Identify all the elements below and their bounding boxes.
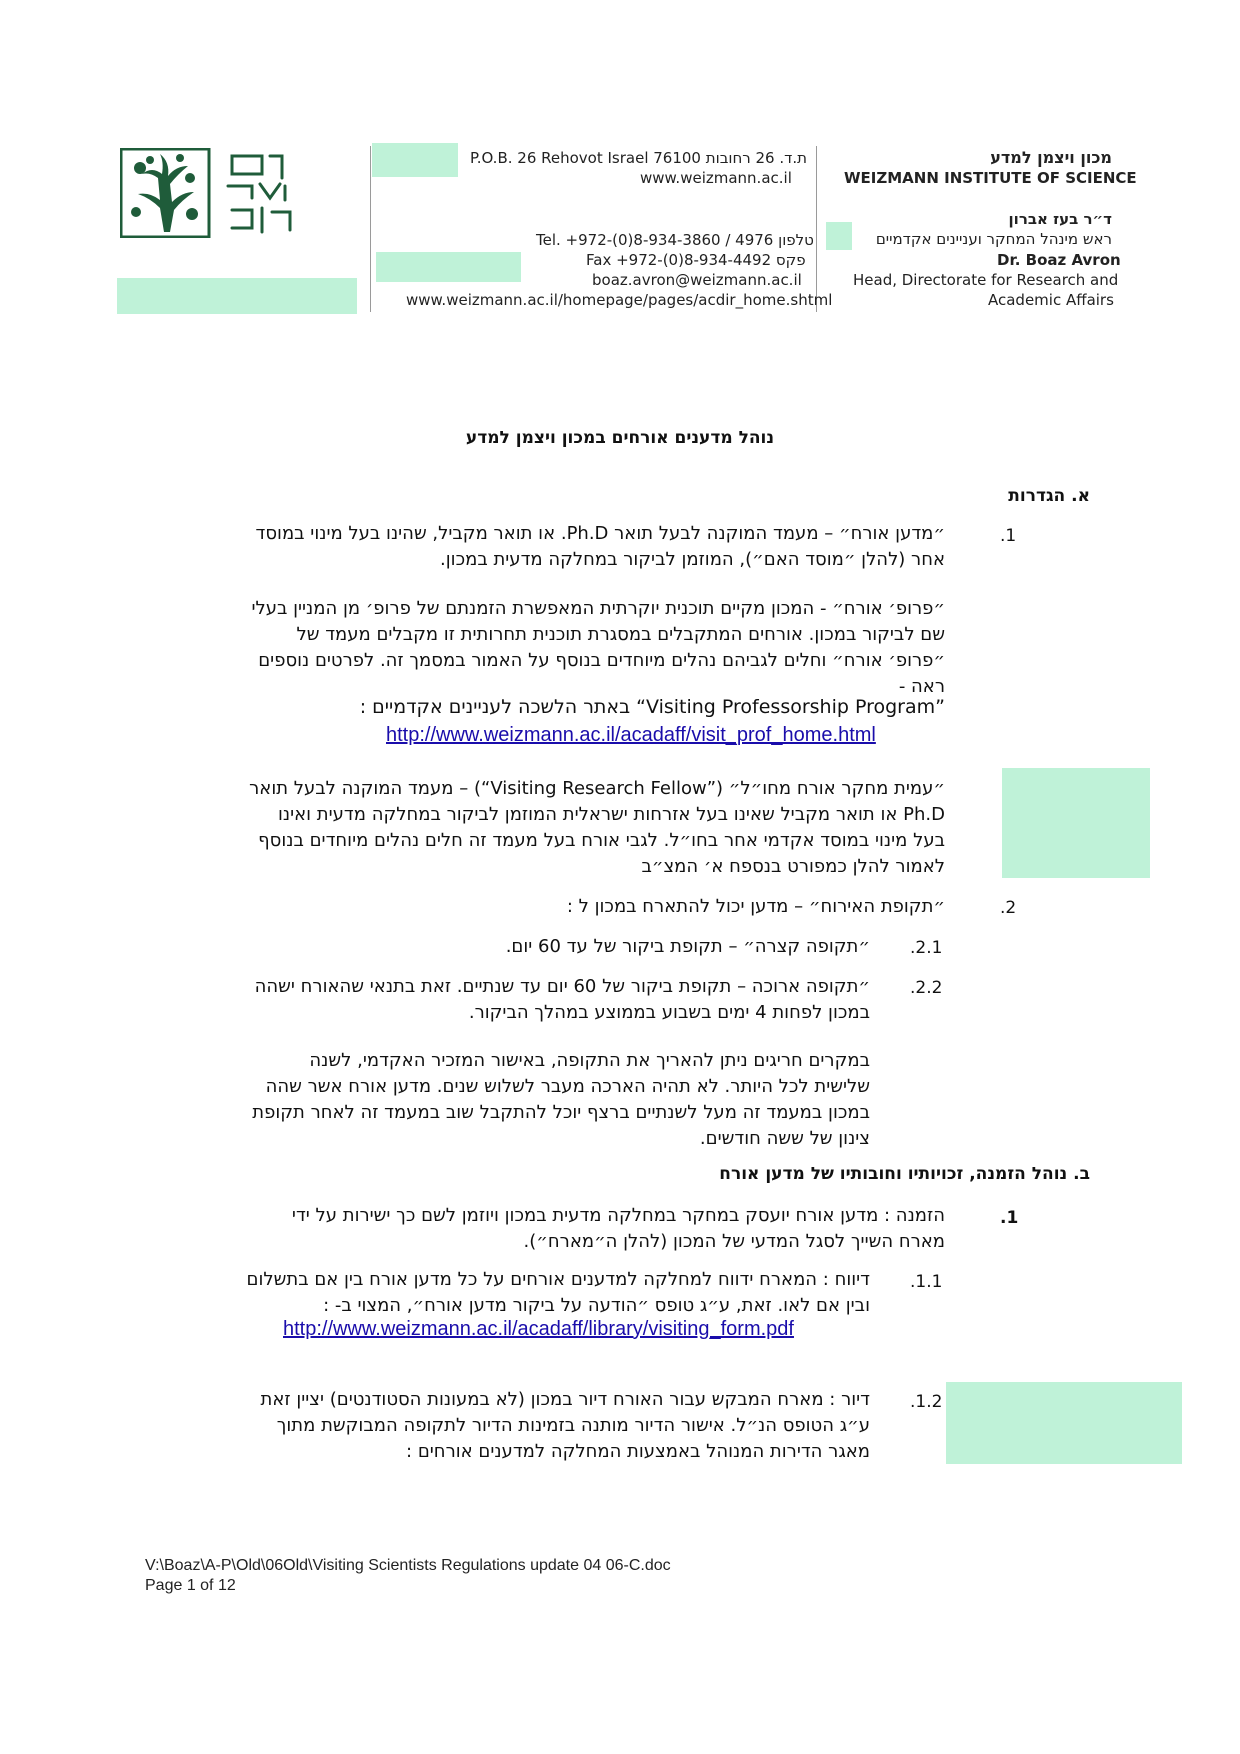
institute-name-hebrew: מכון ויצמן למדע	[990, 148, 1112, 167]
item-number: .2.2	[910, 978, 943, 998]
homepage-url: www.weizmann.ac.il/homepage/pages/acdir_home.shtml	[406, 291, 833, 309]
reporting-clause: דיווח : המארח ידווח למחלקה למדענים אורחים על כל מדען אורח בין אם בתשלום ובין אם לאו. זאת, ע״ג טופס ״הודעה על ביקור מדען אורח״, המצוי ב- :	[246, 1269, 870, 1316]
telephone: Tel. +972-(0)8-934-3860 / 4976 טלפון	[536, 231, 814, 249]
director-name-english: Dr. Boaz Avron	[997, 251, 1121, 269]
letterhead-divider	[816, 146, 817, 312]
director-role-hebrew: ראש מינהל המחקר ועניינים אקדמיים	[875, 230, 1112, 248]
director-role-english: Head, Directorate for Research and	[853, 271, 1119, 289]
director-name-hebrew: ד״ר בעז אברון	[1008, 210, 1112, 228]
short-period-definition: ״תקופה קצרה״ – תקופת ביקור של עד 60 יום.	[505, 936, 870, 957]
visiting-form-link[interactable]: http://www.weizmann.ac.il/acadaff/library/visiting_form.pdf	[283, 1318, 794, 1340]
visiting-professor-definition: ״פרופ׳ אורח״ - המכון מקיים תוכנית יוקרתית המאפשרת הזמנתם של פרופ׳ מן המניין בעלי שם לביקור במכון. אורחים המתקבלים במסגרת תוכנית תחרותית זו מקבלים מעמד של ״פרופ׳ אורח״ וחלים לגביהם נהלים מיוחדים בנוסף על האמור במסמך זה. לפרטים נוספים ראה -	[251, 598, 945, 697]
highlight-box	[376, 252, 521, 282]
section-b-heading: ב. נוהל הזמנה, זכויותיו וחובותיו של מדען אורח	[719, 1164, 1090, 1184]
stay-period-definition: ״תקופת האירוח״ – מדען יכול להתארח במכון ל :	[566, 896, 945, 917]
long-period-definition: ״תקופה ארוכה – תקופת ביקור של 60 יום עד שנתיים. זאת בתנאי שהאורח ישהה במכון לפחות 4 ימים בשבוע בממוצע במהלך הביקור.	[254, 976, 870, 1023]
visiting-professorship-program: ”Visiting Professorship Program“ באתר הלשכה לעניינים אקדמיים :	[359, 696, 945, 718]
extension-clause: במקרים חריגים ניתן להאריך את התקופה, באישור המזכיר האקדמי, לשנה שלישית לכל היותר. לא תהיה הארכה מעבר לשלוש שנים. מדען אורח אשר שהה במכון במעמד זה מעל לשנתיים ברצף יוכל להתקבל שוב במעמד זה לאחר תקופת צינון של ששה חודשים.	[252, 1050, 870, 1149]
highlight-box	[1002, 768, 1150, 878]
housing-clause: דיור : מארח המבקש עבור האורח דיור במכון (לא במעונות הסטודנטים) יציין זאת ע״ג הטופס הנ״ל. אישור הדיור מותנה בזמינות הדיור לתקופה המבוקשת מתוך מאגר הדירות המנוהל באמצעות המחלקה למדענים אורחים :	[260, 1389, 870, 1462]
highlight-box	[946, 1382, 1182, 1464]
item-number: .1.2	[910, 1392, 943, 1412]
institute-name-english: WEIZMANN INSTITUTE OF SCIENCE	[844, 169, 1137, 187]
footer-page-number: Page 1 of 12	[145, 1577, 236, 1594]
item-number: .1.1	[910, 1272, 943, 1292]
invitation-clause: הזמנה : מדען אורח יועסק במחקר במחלקה מדעית במכון ויוזמן לשם כך ישירות על ידי מארח השייך לסגל המדעי של המכון (להלן ה״מארח״).	[291, 1205, 945, 1252]
letterhead-divider	[370, 146, 371, 312]
highlight-box	[826, 222, 852, 250]
website: www.weizmann.ac.il	[640, 169, 792, 187]
item-number: .1	[1000, 526, 1017, 546]
document-title: נוהל מדענים אורחים במכון ויצמן למדע	[465, 428, 775, 448]
highlight-box	[117, 278, 357, 314]
item-number: .2.1	[910, 938, 943, 958]
visiting-professorship-link[interactable]: http://www.weizmann.ac.il/acadaff/visit_prof_home.html	[386, 724, 876, 746]
visiting-scientist-definition: ״מדען אורח״ – מעמד המוקנה לבעל תואר Ph.D. או תואר מקביל, שהינו בעל מינוי במוסד אחר (להלן ״מוסד האם״), המוזמן לביקור במחלקה מדעית במכון.	[255, 523, 945, 570]
item-number: .1	[1000, 1208, 1019, 1228]
highlight-box	[372, 143, 458, 177]
address: P.O.B. 26 Rehovot Israel 76100 ת.ד. 26 רחובות	[470, 149, 807, 167]
fax: Fax +972-(0)8-934-4492 פקס	[586, 251, 806, 269]
visiting-research-fellow-definition: ״עמית מחקר אורח מחו״ל״ (”Visiting Research Fellow“) – מעמד המוקנה לבעל תואר Ph.D או תואר מקביל שאינו בעל אזרחות ישראלית המוזמן לביקור במחלקה מדעית ואינו בעל מינוי במוסד אקדמי אחר בחו״ל. לגבי אורח בעל מעמד זה חלים נהלים מיוחדים בנוסף לאמור להלן כמפורט בנספח א׳ המצ״ב	[249, 778, 945, 877]
email: boaz.avron@weizmann.ac.il	[592, 271, 802, 289]
footer-file-path: V:\Boaz\A-P\Old\06Old\Visiting Scientists Regulations update 04 06-C.doc	[145, 1557, 671, 1574]
item-number: .2	[1000, 898, 1017, 918]
section-a-heading: א. הגדרות	[1008, 486, 1090, 506]
director-role-english: Academic Affairs	[988, 291, 1114, 309]
weizmann-logo	[120, 148, 340, 238]
